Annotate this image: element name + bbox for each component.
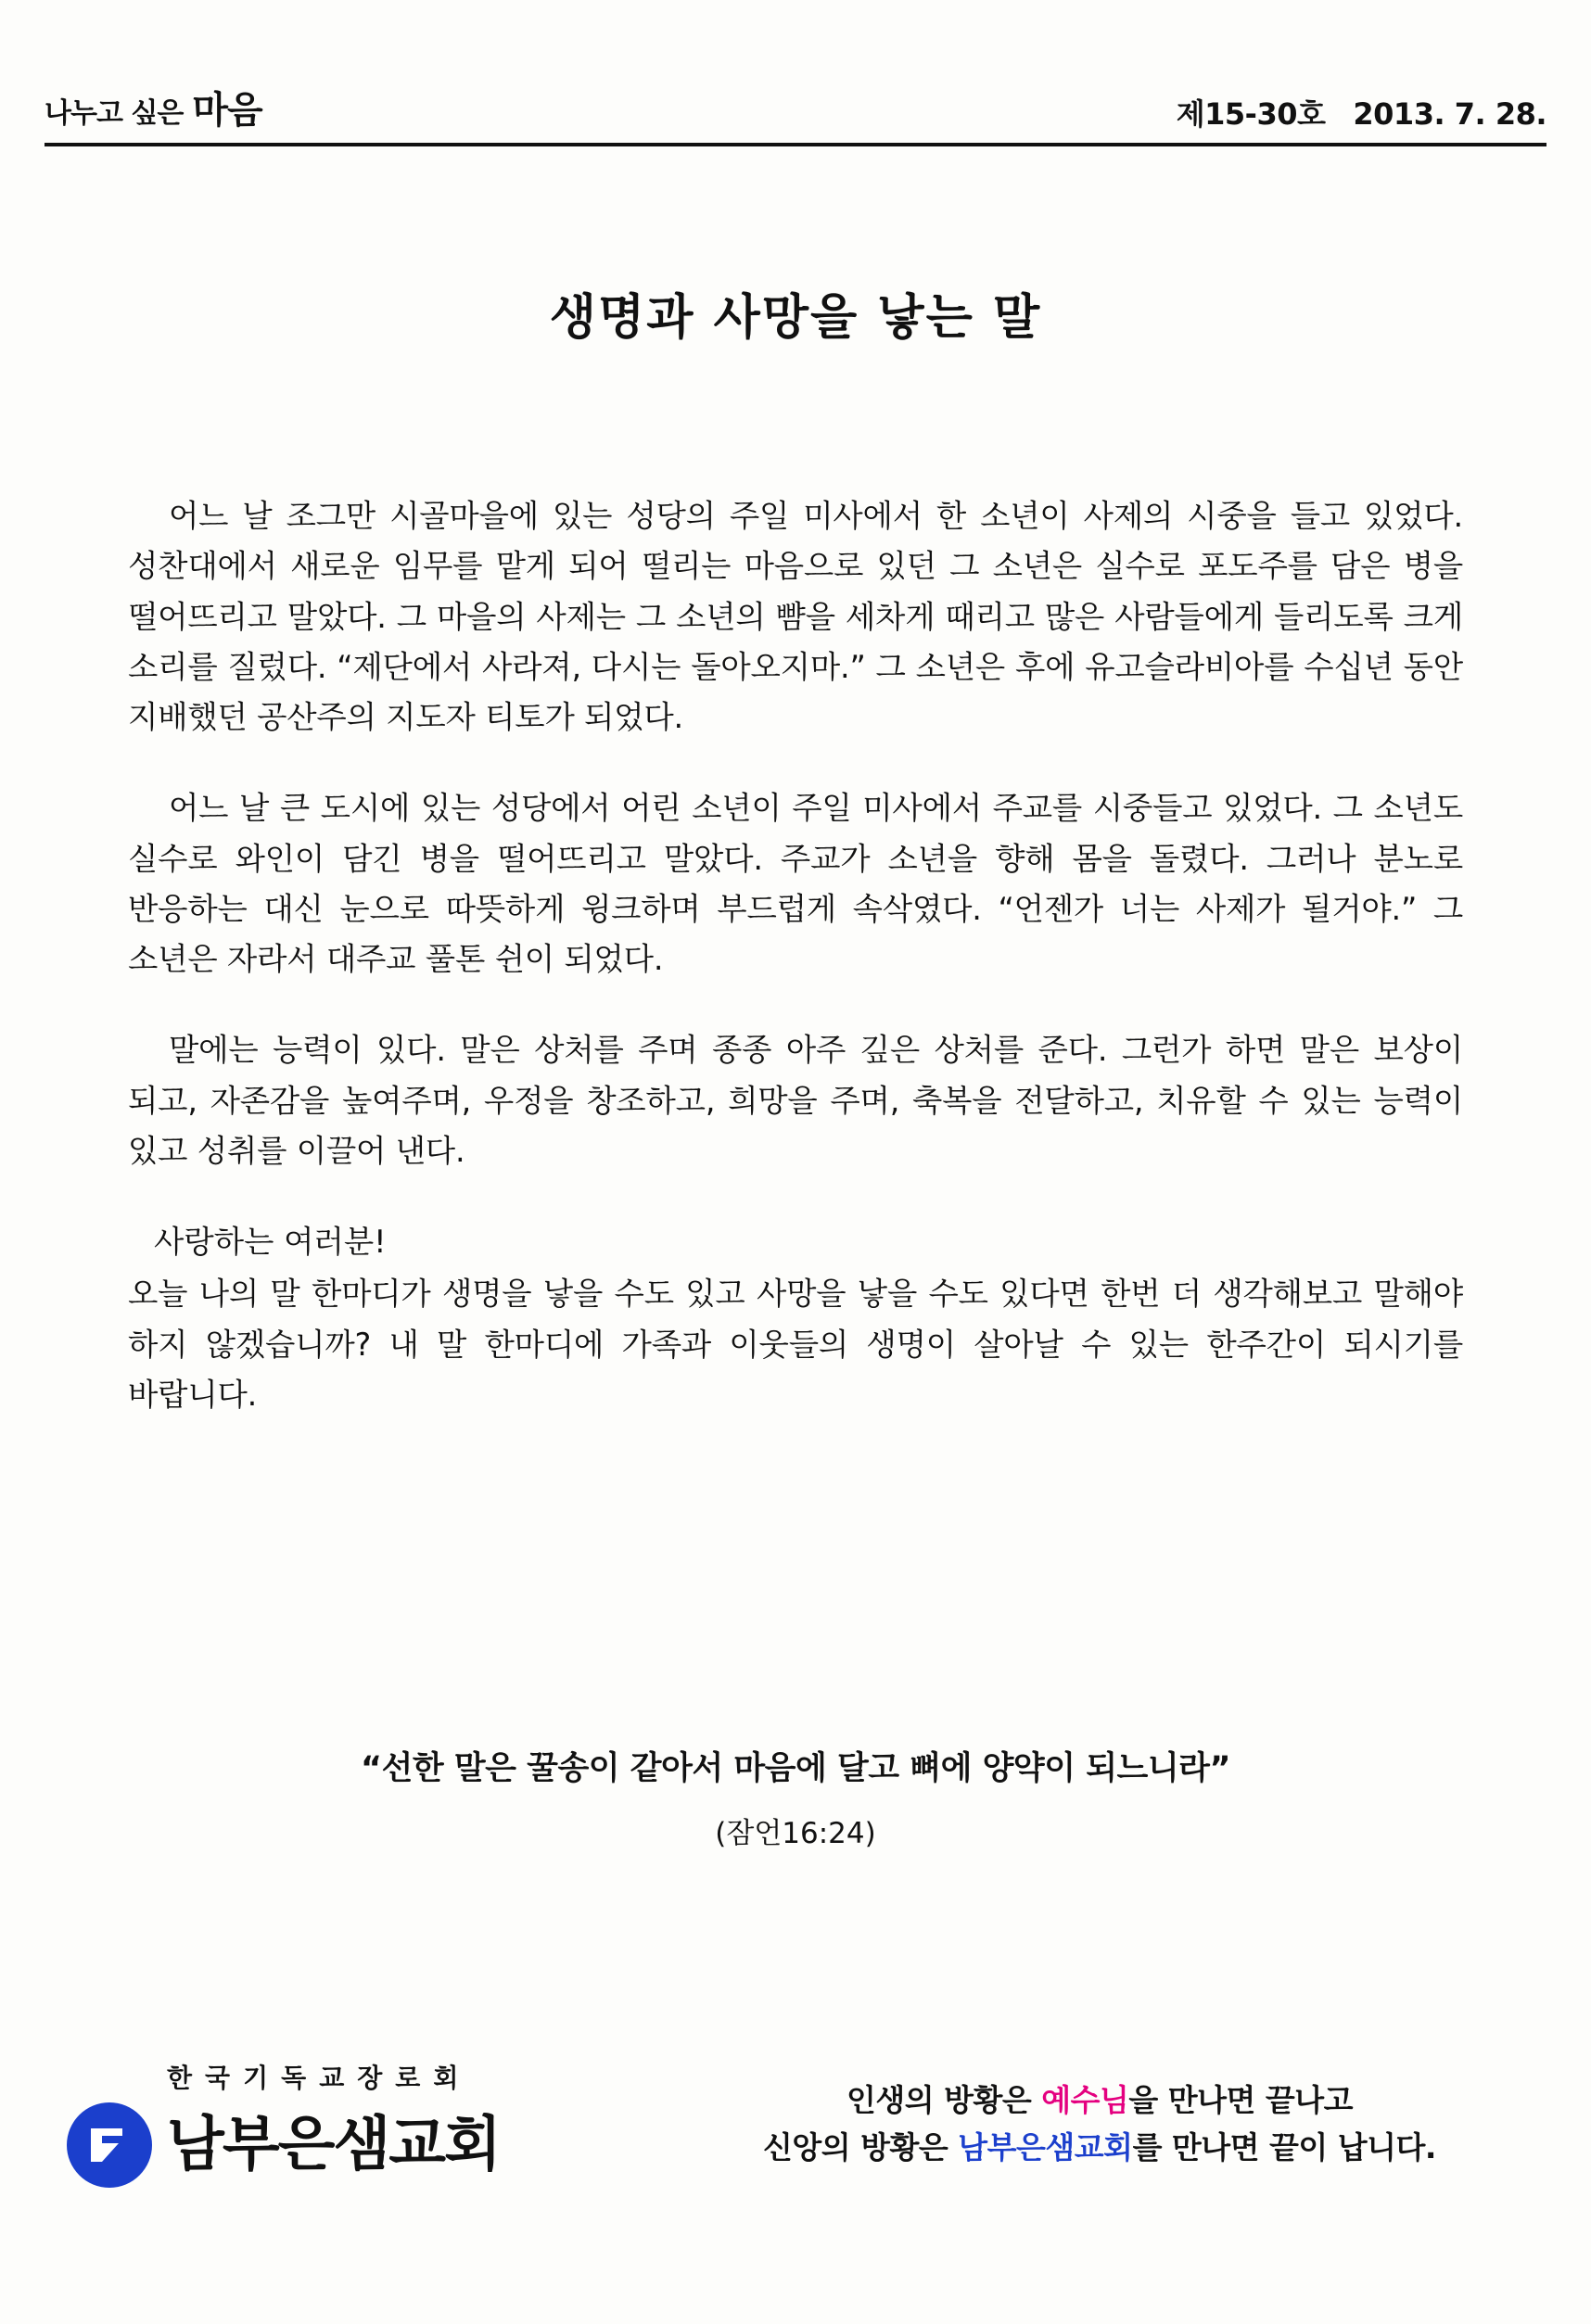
- tagline-line-1: [692, 2076, 1508, 2124]
- closing-block: [128, 1217, 1463, 1420]
- footer-tagline: [692, 2076, 1508, 2171]
- issue-date: 2013. 7. 28.: [1353, 96, 1546, 132]
- brand-big-text: 마음: [192, 89, 262, 132]
- tagline-line-2: [692, 2124, 1508, 2171]
- paragraph-2: 어느 날 큰 도시에 있는 성당에서 어린 소년이 주일 미사에서 주교를 시중들고 있었다. 그 소년도 실수로 와인이 담긴 병을 떨어뜨리고 말았다. 주교가 소년을 향해 몸을 돌렸다. 그러나 분노로 반응하는 대신 눈으로 따뜻하게 윙크하며 부드럽게 속삭였다. “언젠가 너는 사제가 될거야.” 그 소년은 자라서 대주교 풀톤 쉰이 되었다.: [128, 790, 1463, 978]
- church-logo-area: [65, 2058, 621, 2190]
- logo-row: [65, 2101, 621, 2190]
- scripture-quote: [0, 1743, 1591, 1851]
- tagline-1-suffix: 을 만나면 끝나고: [1128, 2082, 1353, 2118]
- masthead: [45, 67, 1546, 146]
- brand-small-text: 나누고 싶은: [45, 97, 184, 130]
- church-name: 남부은샘교회: [167, 2111, 500, 2179]
- page-title: 생명과 사망을 낳는 말: [549, 290, 1042, 346]
- issue-number: 제15-30호: [1176, 96, 1326, 132]
- paragraph-1: 어느 날 조그만 시골마을에 있는 성당의 주일 미사에서 한 소년이 사제의 시중을 들고 있었다. 성찬대에서 새로운 임무를 맡게 되어 떨리는 마음으로 있던 그 소년은 실수로 포도주를 담은 병을 떨어뜨리고 말았다. 그 마을의 사제는 그 소년의 뺨을 세차게 때리고 많은 사람들에게 들리도록 크게 소리를 질렀다. “제단에서 사라져, 다시는 돌아오지마.” 그 소년은 후에 유고슬라비아를 수십년 동안 지배했던 공산주의 지도자 티토가 되었다.: [128, 498, 1463, 736]
- denomination-label: 한국기독교장로회: [167, 2063, 472, 2093]
- footer: [0, 2039, 1591, 2299]
- masthead-issue-info: [1177, 91, 1546, 133]
- tagline-1-highlight: 예수님: [1041, 2082, 1129, 2118]
- tagline-1-prefix: 인생의 방황은: [846, 2082, 1042, 2118]
- scripture-reference: (잠언16:24): [715, 1817, 876, 1850]
- tagline-2-suffix: 를 만나면 끝이 납니다.: [1132, 2129, 1436, 2166]
- closing-greeting: 사랑하는 여러분!: [154, 1224, 387, 1261]
- church-emblem-icon: [65, 2101, 154, 2190]
- article-body: [128, 491, 1463, 1420]
- tagline-2-prefix: 신앙의 방황은: [763, 2129, 959, 2166]
- paragraph-3: 말에는 능력이 있다. 말은 상처를 주며 종종 아주 깊은 상처를 준다. 그런가 하면 말은 보상이 되고, 자존감을 높여주며, 우정을 창조하고, 희망을 주며, 축복을 전달하고, 치유할 수 있는 능력이 있고 성취를 이끌어 낸다.: [128, 1032, 1463, 1169]
- masthead-brand: [45, 81, 262, 133]
- tagline-2-highlight: 남부은샘교회: [958, 2129, 1133, 2166]
- scripture-text: “선한 말은 꿀송이 같아서 마음에 달고 뼈에 양약이 되느니라”: [361, 1750, 1230, 1787]
- closing-paragraph: 오늘 나의 말 한마디가 생명을 낳을 수도 있고 사망을 낳을 수도 있다면 한번 더 생각해보고 말해야 하지 않겠습니까? 내 말 한마디에 가족과 이웃들의 생명이 살아날 수 있는 한주간이 되시기를 바랍니다.: [128, 1276, 1463, 1413]
